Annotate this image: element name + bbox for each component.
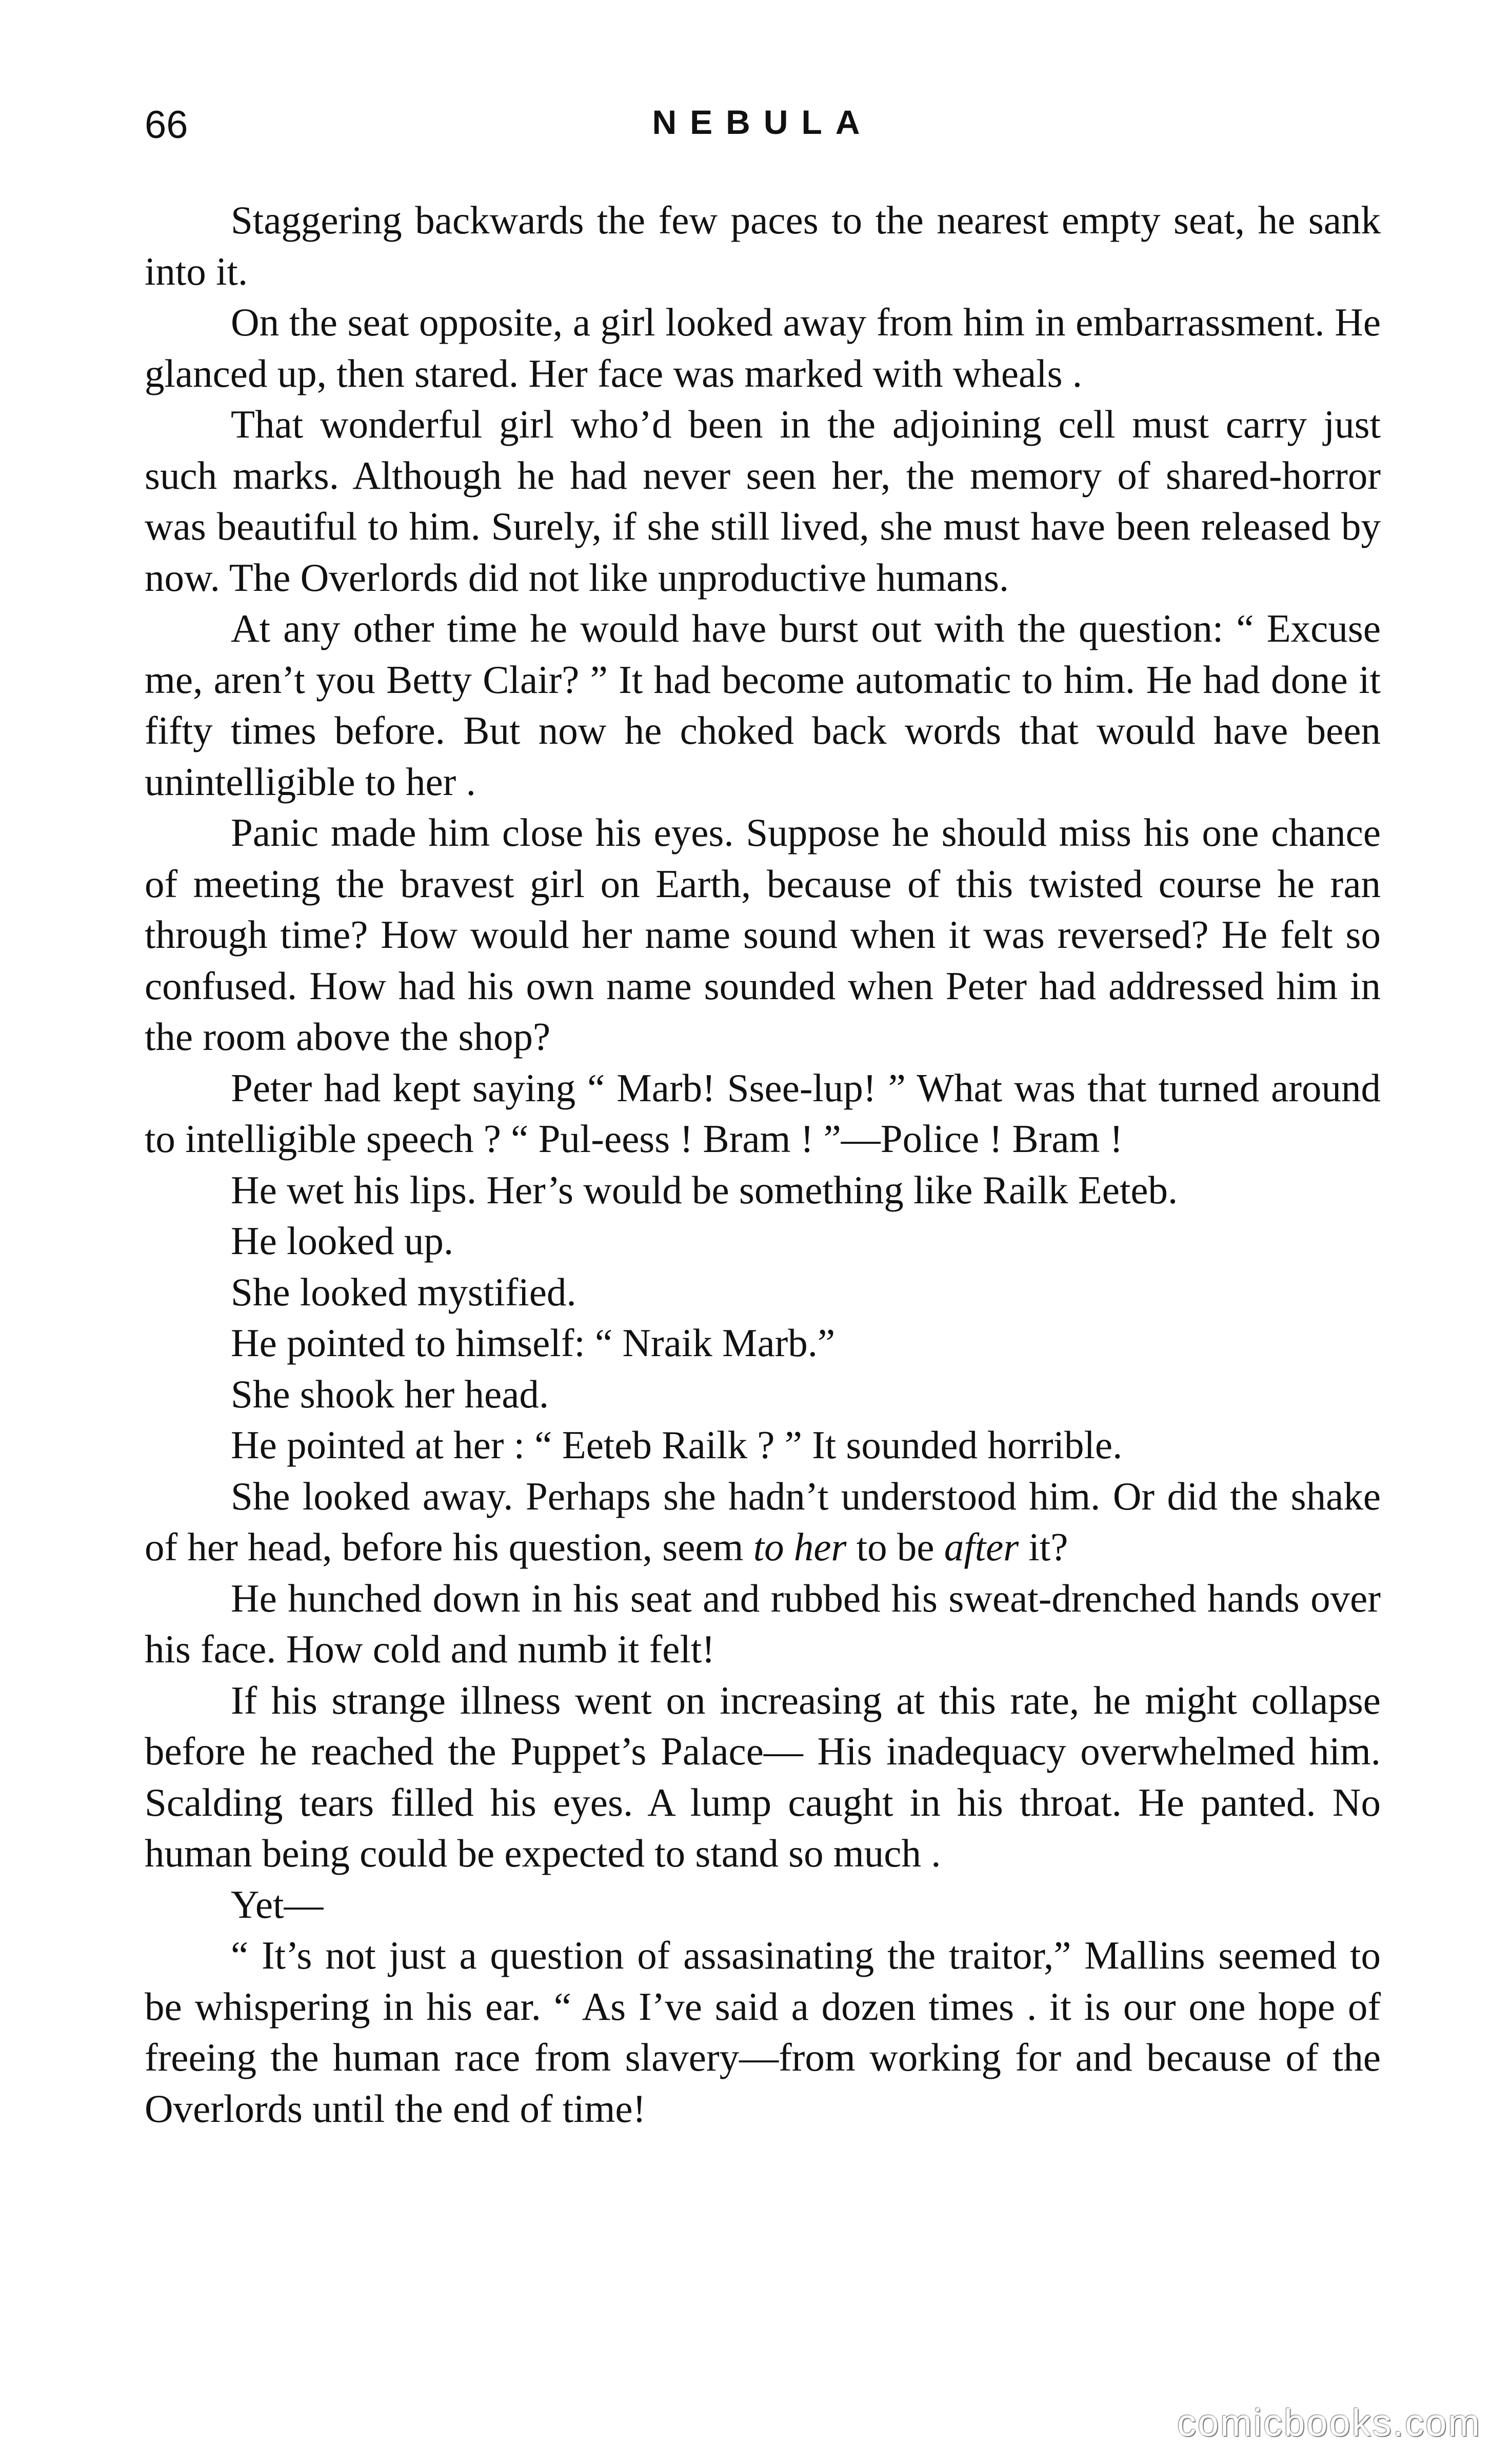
paragraph: If his strange illness went on increasing at this rate, he might collapse before he reached the Puppet’s Palace— His inadequacy overwhelmed him. Scalding tears filled his eyes. A lump caught in his throat. He panted. No human being could be expected to stand so much . <box>145 1678 1381 1875</box>
paragraph: He pointed at her : “ Eeteb Railk ? ” It sounded horrible. <box>231 1423 1123 1467</box>
paragraph: He looked up. <box>231 1219 454 1263</box>
paragraph-text: She looked away. Perhaps she hadn’t understood him. Or did the shake of her head, before his question, seem <box>145 1474 1381 1569</box>
paragraph: Yet— <box>231 1882 324 1926</box>
paragraph: She looked mystified. <box>231 1269 576 1314</box>
paragraph-text: to be <box>846 1525 944 1569</box>
paragraph: On the seat opposite, a girl looked away from him in embarrassment. He glanced up, then stared. Her face was marked with wheals . <box>145 300 1381 395</box>
paragraph-text: it? <box>1019 1525 1068 1569</box>
paragraph: Staggering backwards the few paces to the nearest empty seat, he sank into it. <box>145 198 1381 293</box>
watermark: comicbooks.com <box>1177 2401 1481 2444</box>
running-head: NEBULA <box>652 103 873 141</box>
paragraph: “ It’s not just a question of assasinating the traitor,” Mallins seemed to be whispering in his ear. “ As I’ve said a dozen times . it is our one hope of freeing the human race from slavery—from working for and because of the Overlords until the end of time! <box>145 1933 1381 2131</box>
paragraph: Peter had kept saying “ Marb! Ssee-lup! ” What was that turned around to intelligible speech ? “ Pul-eess ! Bram ! ”—Police ! Bram ! <box>145 1065 1381 1161</box>
paragraph: Panic made him close his eyes. Suppose he should miss his one chance of meeting the bravest girl on Earth, because of this twisted course he ran through time? How would her name sound when it was reversed? He felt so confused. How had his own name sounded when Peter had addressed him in the room above the shop? <box>145 810 1381 1059</box>
body-text <box>145 195 1381 2134</box>
paragraph: That wonderful girl who’d been in the adjoining cell must carry just such marks. Although he had never seen her, the memory of shared-horror was beautiful to him. Surely, if she still lived, she must have been released by now. The Overlords did not like unproductive humans. <box>145 402 1381 600</box>
paragraph: He wet his lips. Her’s would be something like Railk Eeteb. <box>231 1167 1178 1212</box>
paragraph: He hunched down in his seat and rubbed his sweat-drenched hands over his face. How cold and numb it felt! <box>145 1576 1381 1671</box>
page-header <box>145 103 1381 159</box>
page-number: 66 <box>145 103 188 147</box>
emphasis-text: to her <box>753 1525 847 1569</box>
paragraph: She shook her head. <box>231 1372 549 1416</box>
emphasis-text: after <box>944 1525 1019 1569</box>
paragraph-with-emphasis <box>145 1471 1381 1573</box>
paragraph: At any other time he would have burst out with the question: “ Excuse me, aren’t you Betty Clair? ” It had become automatic to him. He had done it fifty times before. But now he choked back words that would have been unintelligible to her . <box>145 606 1381 804</box>
paragraph: He pointed to himself: “ Nraik Marb.” <box>231 1321 835 1365</box>
